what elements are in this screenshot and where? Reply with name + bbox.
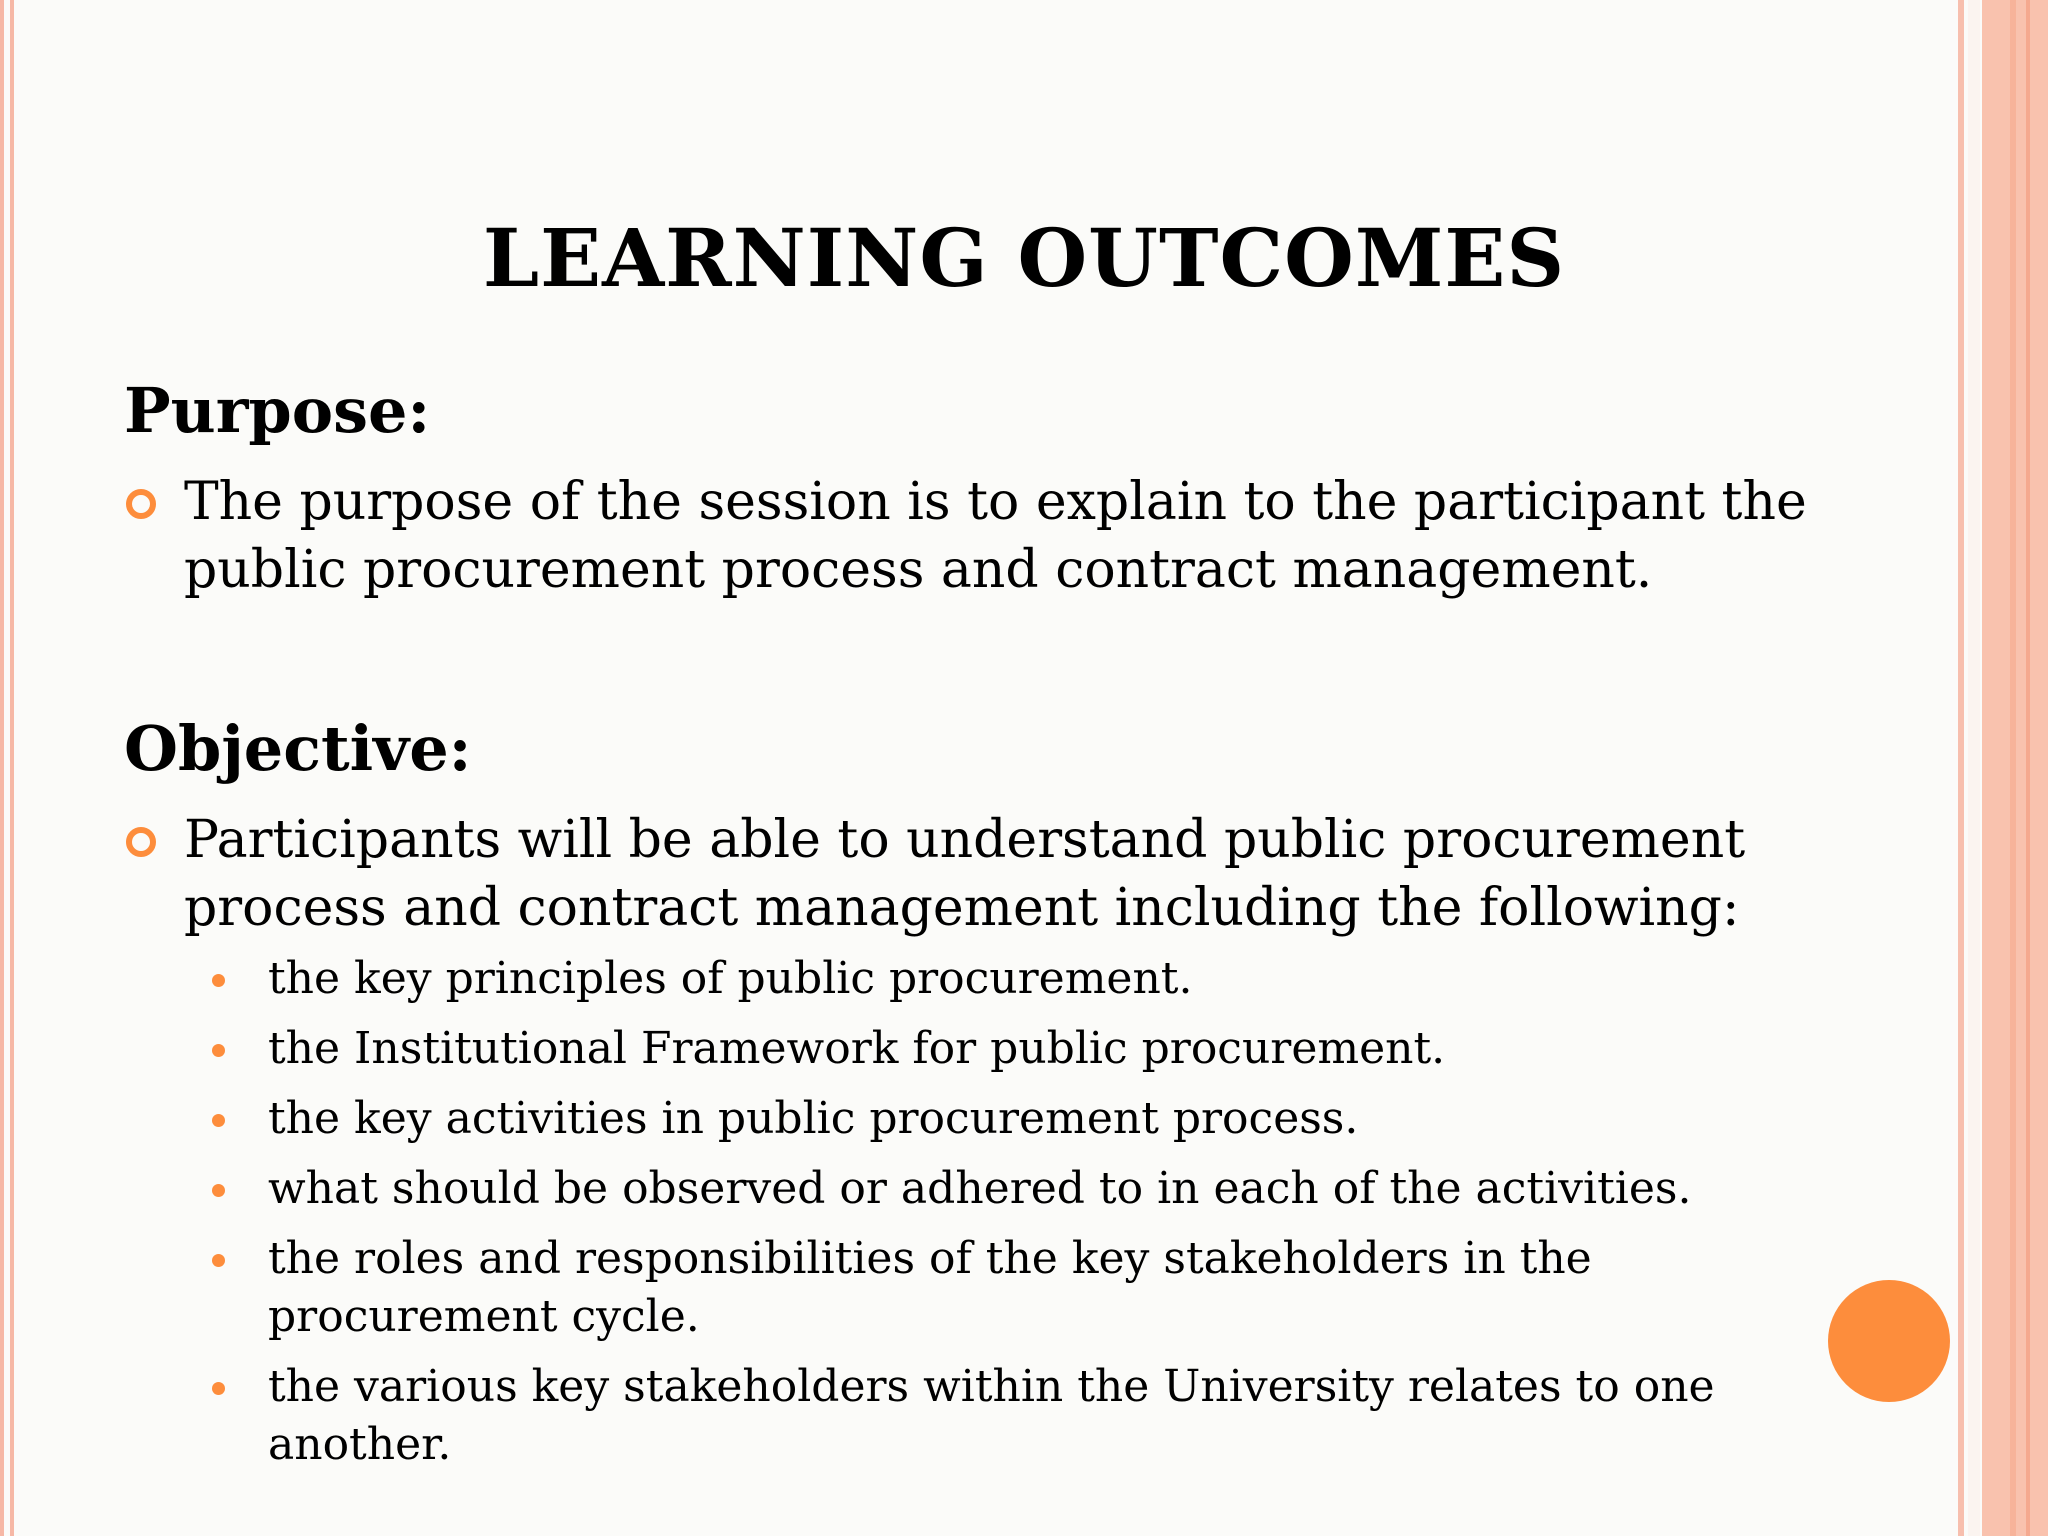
ring-bullet-icon: [126, 827, 156, 857]
list-item: [208, 1230, 1848, 1346]
bullet-dot-icon: [212, 1382, 225, 1395]
list-item-text: what should be observed or adhered to in each of the activities.: [268, 1163, 1692, 1214]
list-item-text: the various key stakeholders within the University relates to one another.: [268, 1361, 1715, 1470]
list-item-text: the Institutional Framework for public procurement.: [268, 1023, 1446, 1074]
purpose-heading: Purpose:: [124, 374, 431, 447]
list-item: [208, 1090, 1848, 1148]
bullet-dot-icon: [212, 1184, 225, 1197]
list-item-text: the roles and responsibilities of the key stakeholders in the procurement cycle.: [268, 1233, 1592, 1342]
bullet-dot-icon: [212, 1114, 225, 1127]
bullet-dot-icon: [212, 1254, 225, 1267]
bullet-dot-icon: [212, 1044, 225, 1057]
list-item-text: the key activities in public procurement process.: [268, 1093, 1359, 1144]
slide-title: LEARNING OUTCOMES: [482, 211, 1566, 305]
objective-list: [208, 950, 1848, 1486]
list-item-text: the key principles of public procurement.: [268, 953, 1193, 1004]
list-item: [208, 1160, 1848, 1218]
ring-bullet-icon: [126, 489, 156, 519]
purpose-text: The purpose of the session is to explain to the participant the public procurement process and contract management.: [184, 472, 1807, 600]
list-item: [208, 1358, 1848, 1474]
objective-heading: Objective:: [124, 712, 472, 785]
objective-text: Participants will be able to understand public procurement process and contract management including the following:: [184, 810, 1746, 938]
list-item: [208, 950, 1848, 1008]
bullet-dot-icon: [212, 974, 225, 987]
list-item: [208, 1020, 1848, 1078]
